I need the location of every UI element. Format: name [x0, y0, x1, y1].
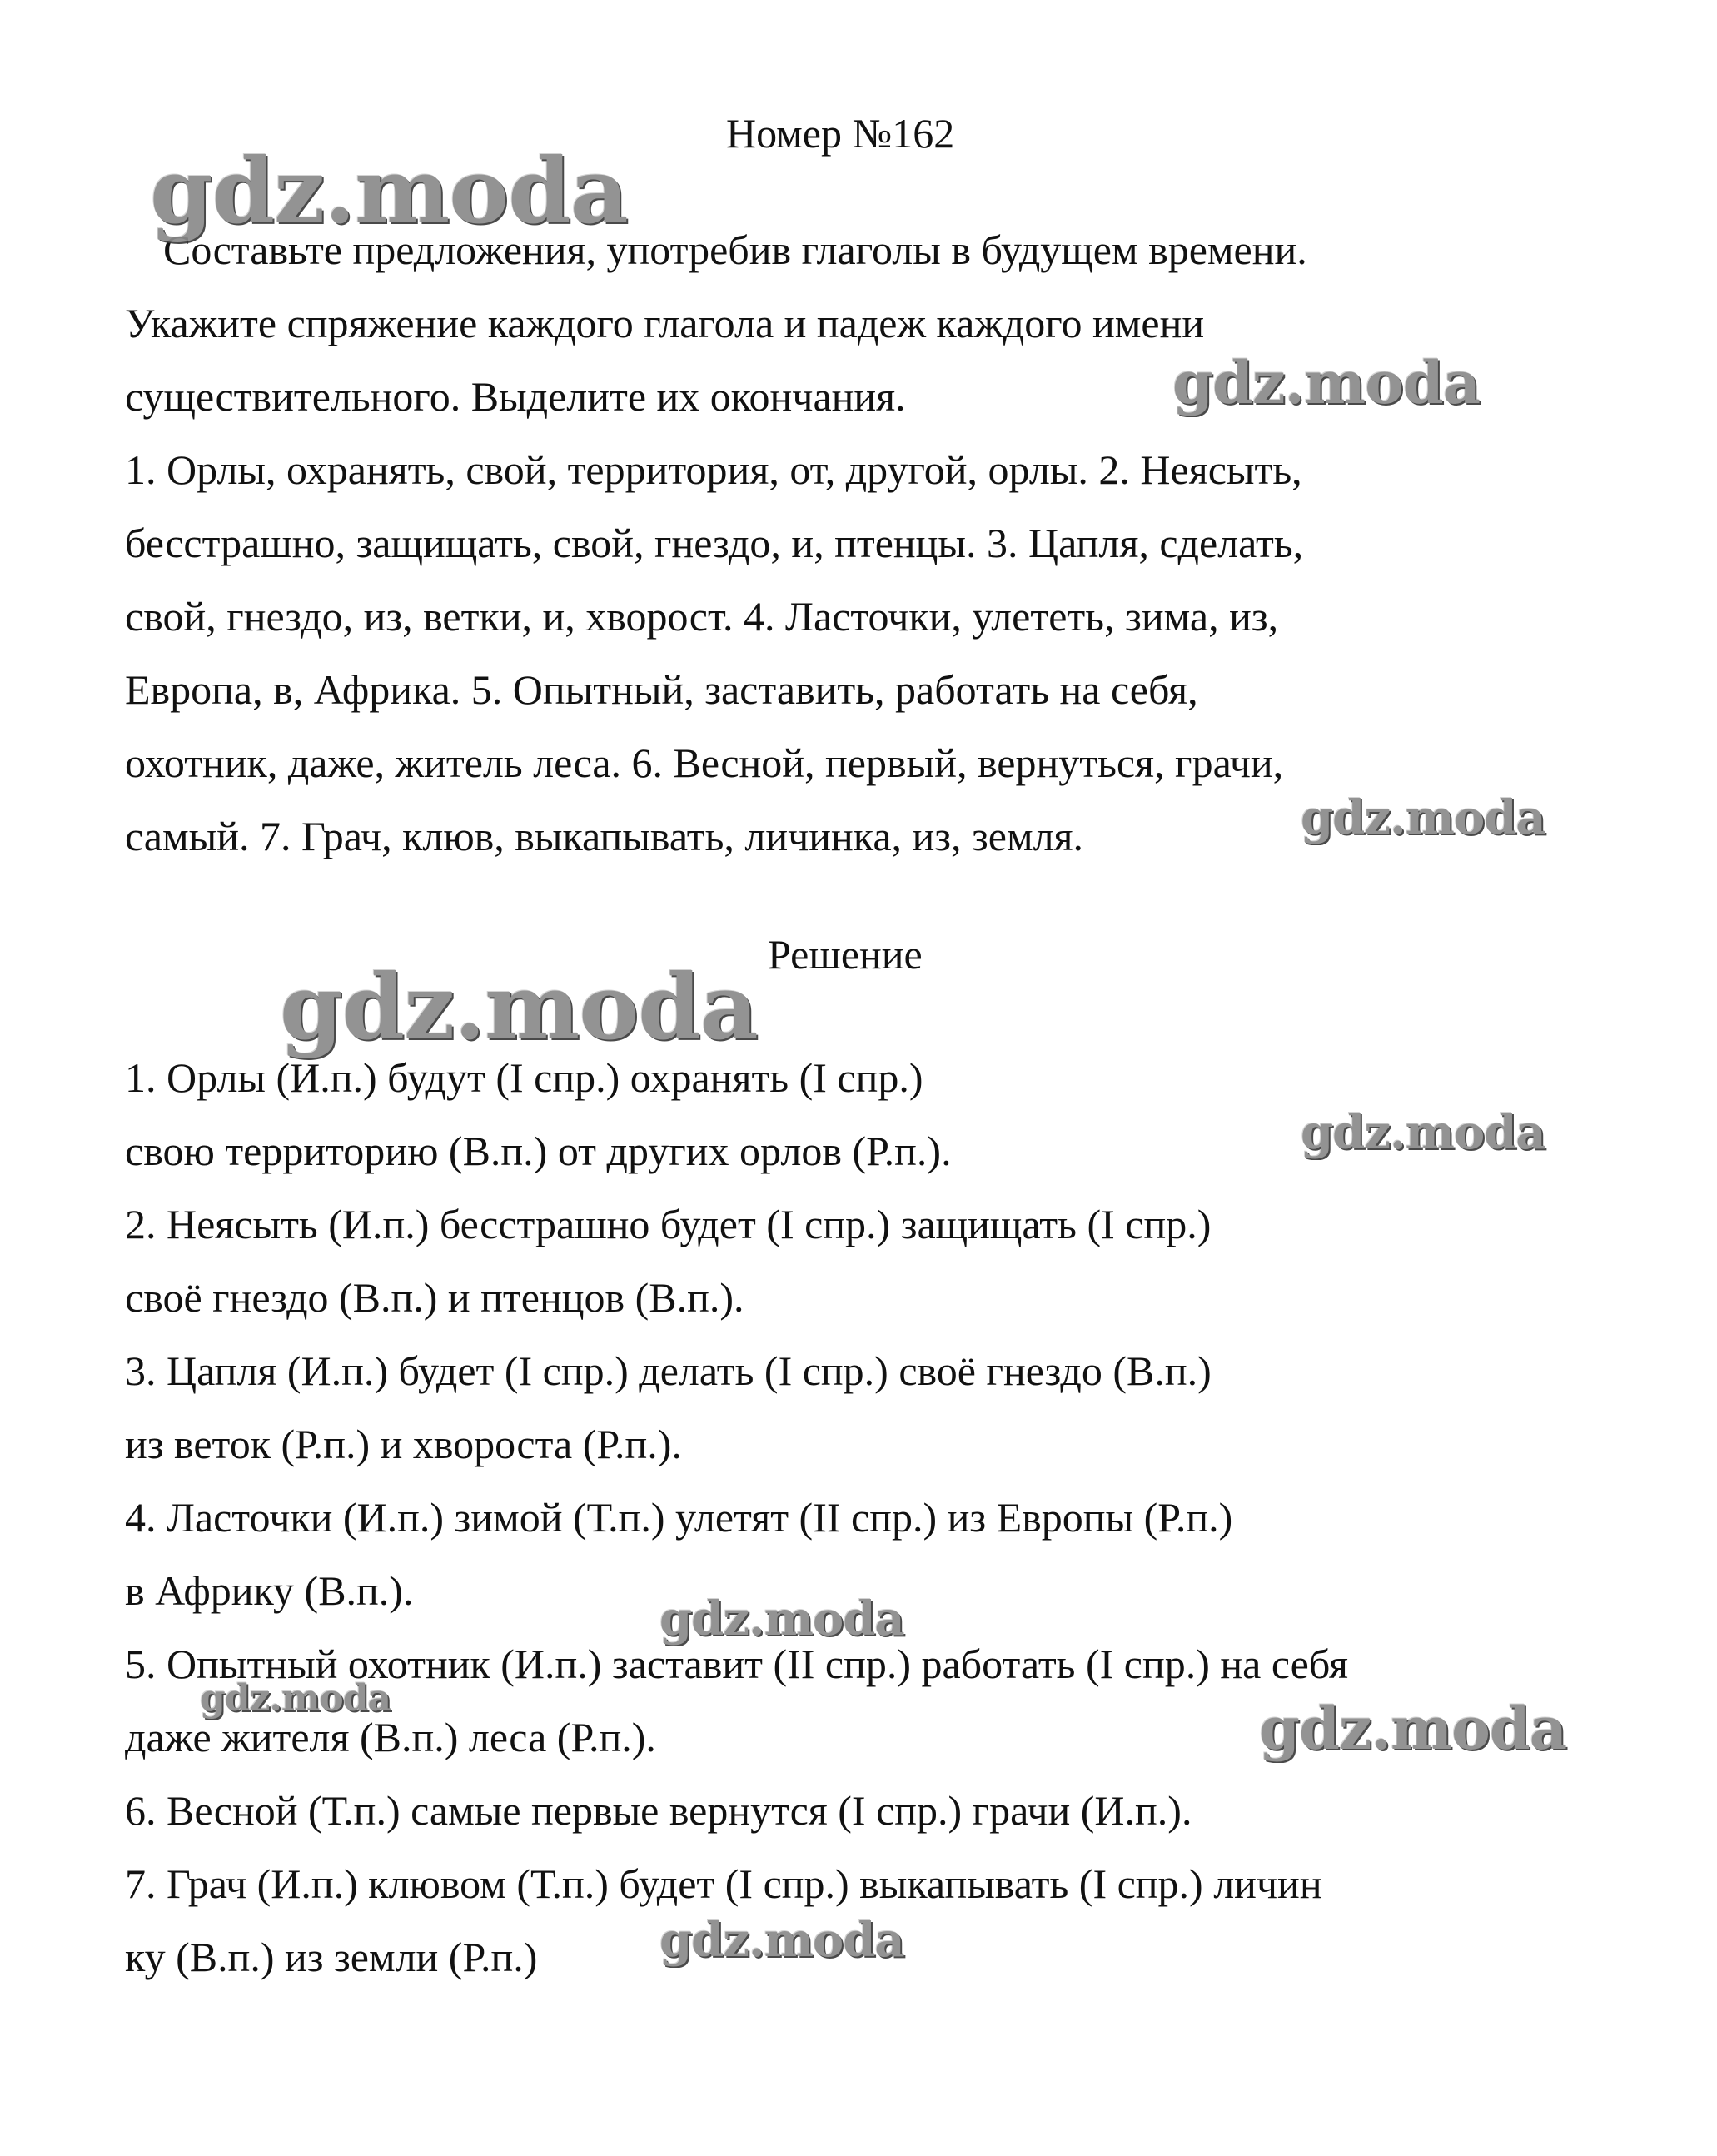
task-line: Укажите спряжение каждого глагола и падеж каждого имени: [125, 300, 1205, 346]
watermark: gdz.moda: [280, 955, 758, 1060]
watermark: gdz.moda: [200, 1677, 391, 1720]
solution-line: свою территорию (В.п.) от других орлов (Р.п.).: [125, 1128, 952, 1174]
watermark: gdz.moda: [1301, 790, 1545, 845]
task-line: 1. Орлы, охранять, свой, территория, от, другой, орлы. 2. Неясыть,: [125, 446, 1302, 493]
task-line: самый. 7. Грач, клюв, выкапывать, личинка, из, земля.: [125, 813, 1084, 859]
task-line: свой, гнездо, из, ветки, и, хворост. 4. Ласточки, улететь, зима, из,: [125, 593, 1279, 640]
watermark: gdz.moda: [659, 1591, 904, 1646]
solution-line: ку (В.п.) из земли (Р.п.): [125, 1934, 538, 1980]
task-line: бесстрашно, защищать, свой, гнездо, и, птенцы. 3. Цапля, сделать,: [125, 520, 1304, 566]
solution-line: 7. Грач (И.п.) клювом (Т.п.) будет (I спр.) выкапывать (I спр.) личин: [125, 1860, 1322, 1907]
solution-line: 4. Ласточки (И.п.) зимой (Т.п.) улетят (II спр.) из Европы (Р.п.): [125, 1494, 1233, 1541]
watermark: gdz.moda: [1301, 1105, 1545, 1160]
solution-line: 3. Цапля (И.п.) будет (I спр.) делать (I спр.) своё гнездо (В.п.): [125, 1347, 1212, 1394]
task-line: охотник, даже, житель леса. 6. Весной, первый, вернуться, грачи,: [125, 739, 1284, 786]
solution-line: своё гнездо (В.п.) и птенцов (В.п.).: [125, 1274, 744, 1321]
page-title: Номер №162: [726, 110, 955, 157]
task-line: Составьте предложения, употребив глаголы в будущем времени.: [163, 227, 1307, 273]
watermark: gdz.moda: [659, 1913, 904, 1968]
solution-line: из веток (Р.п.) и хвороста (Р.п.).: [125, 1421, 682, 1467]
solution-line: 6. Весной (Т.п.) самые первые вернутся (I спр.) грачи (И.п.).: [125, 1787, 1192, 1834]
watermark: gdz.moda: [150, 139, 628, 244]
solution-heading: Решение: [768, 931, 923, 978]
watermark: gdz.moda: [1259, 1694, 1567, 1763]
task-line: Европа, в, Африка. 5. Опытный, заставить, работать на себя,: [125, 666, 1198, 713]
watermark: gdz.moda: [1172, 348, 1481, 417]
solution-line: в Африку (В.п.).: [125, 1567, 414, 1614]
solution-line: даже жителя (В.п.) леса (Р.п.).: [125, 1714, 656, 1760]
solution-line: 5. Опытный охотник (И.п.) заставит (II спр.) работать (I спр.) на себя: [125, 1641, 1349, 1687]
task-line: существительного. Выделите их окончания.: [125, 373, 906, 420]
solution-line: 2. Неясыть (И.п.) бесстрашно будет (I спр.) защищать (I спр.): [125, 1201, 1212, 1247]
solution-line: 1. Орлы (И.п.) будут (I спр.) охранять (I спр.): [125, 1054, 923, 1101]
